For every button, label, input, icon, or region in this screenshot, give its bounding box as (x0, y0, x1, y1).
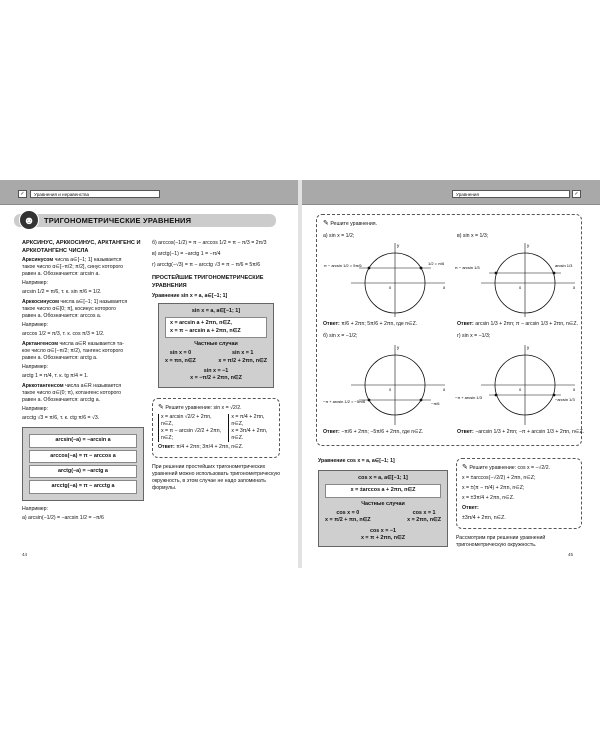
svg-text:x: x (573, 285, 576, 290)
circle-g-right-label: −arcsin 1/3 (555, 397, 575, 402)
sin-task-system-right: x = π/4 + 2πn, n∈Z, x = 3π/4 + 2πn, n∈Z. (228, 414, 274, 442)
cos-task-step-2: x = ±(π − π/4) + 2πn, n∈Z; (462, 485, 525, 492)
example-label: Например: (22, 280, 49, 287)
example-a-label: а) sin x = 1/2; (323, 233, 355, 239)
example-v: в) arctg(−1) = −arctg 1 = −π/4 (152, 251, 221, 258)
cos-circle-note: Рассмотрим при решении уравнений тригонометрическую окружность. (456, 534, 546, 548)
svg-text:0: 0 (519, 387, 522, 392)
subheading-simple-equations: ПРОСТЕЙШИЕ ТРИГОНОМЕТРИЧЕСКИЕ УРАВНЕНИЯ (152, 275, 264, 289)
section-title: ТРИГОНОМЕТРИЧЕСКИЕ УРАВНЕНИЯ (14, 214, 276, 227)
arcsin-example: arcsin 1/2 = π/6, т. к. sin π/6 = 1/2. (22, 289, 102, 296)
circle-a-left-label: π − arcsin 1/2 = 5π/6 (324, 263, 362, 268)
cos-box-equation: cos x = a, a∈[−1; 1] (358, 475, 408, 482)
cos-case-0: cos x = 0 x = π/2 + πn, n∈Z (325, 509, 371, 524)
book-spread (0, 180, 600, 568)
left-header-band (0, 180, 298, 205)
example-b: б) arccos(−1/2) = π − arccos 1/2 = π − π/3 = 2π/3 (152, 240, 267, 246)
page-number-right: 45 (568, 552, 574, 557)
book-gutter (298, 180, 302, 568)
sin-task-prompt: ✎ Решите уравнение: sin x = √2/2. (158, 403, 242, 411)
right-header-band (302, 180, 600, 205)
check-icon: ✓ (18, 190, 27, 198)
example-v-answer: Ответ: arcsin 1/3 + 2πn; π − arcsin 1/3 + 2πn, n∈Z. (457, 321, 579, 327)
example-label: Например: (22, 406, 49, 413)
bottom-margin (0, 568, 600, 750)
circle-v-left-label: π − arcsin 1/3 (455, 265, 480, 270)
unit-circle-g (455, 341, 579, 427)
right-page-column-2 (456, 458, 582, 551)
svg-text:y: y (527, 243, 530, 248)
svg-text:0: 0 (389, 285, 392, 290)
left-page-column-2 (152, 240, 280, 494)
cos-case-1: cos x = 1 x = 2πn, n∈Z (407, 509, 441, 524)
subheading-arc-functions: АРКСИНУС, АРККОСИНУС, АРКТАНГЕНС И АРККОТАНГЕНС ЧИСЛА (22, 240, 141, 254)
example-a: а) arcsin(−1/2) = −arcsin 1/2 = −π/6 (22, 514, 104, 521)
example-a-answer: Ответ: π/6 + 2πn; 5π/6 + 2πn, где n∈Z. (323, 321, 418, 327)
special-cases-label: Частные случаи (194, 341, 238, 348)
sin-box-solutions: x = arcsin a + 2πn, n∈Z, x = π − arcsin a + 2πn, n∈Z (165, 317, 267, 338)
formula-line: arctg(−a) = −arctg a (29, 465, 137, 478)
pencil-icon: ✎ (323, 220, 329, 227)
cos-task-step-3: x = ±3π/4 + 2πn, n∈Z. (462, 495, 515, 502)
sin-formula-box (158, 303, 274, 387)
circle-v-right-label: arcsin 1/3 (555, 263, 573, 268)
arccos-definition: Арккосинусом числа a∈[−1; 1] называется такое число α∈[0; π], косинус которого равен a. Обозначается: arccos a. (22, 299, 128, 320)
arctg-example: arctg 1 = π/4, т. к. tg π/4 = 1. (22, 373, 89, 380)
example-g-label: г) sin x = −1/3; (457, 333, 491, 339)
example-label: Например: (22, 364, 49, 371)
example-label: Например: (22, 322, 49, 329)
svg-text:y: y (527, 345, 530, 350)
sin-equation-title: Уравнение sin x = a, a∈[−1; 1] (152, 293, 228, 300)
svg-text:x: x (573, 387, 576, 392)
circle-note: При решении простейших тригонометрических уравнений можно использовать тригонометрическую окружность, в этом случае не надо запоминать формулы. (152, 464, 280, 492)
cos-task-prompt: ✎ Решите уравнение: cos x = −√2/2. (462, 464, 551, 471)
special-cases-label: Частные случаи (361, 500, 405, 507)
svg-text:x: x (443, 387, 446, 392)
example-g: г) arcctg(−√3) = π − arcctg √3 = π − π/6 = 5π/6 (152, 262, 261, 269)
sin-examples-box (316, 214, 585, 446)
example-b-label: б) sin x = −1/2; (323, 333, 358, 339)
svg-text:y: y (397, 243, 400, 248)
circle-g-left-label: −π + arcsin 1/3 (455, 395, 482, 400)
cos-task-box (456, 458, 582, 529)
top-margin (0, 0, 600, 180)
page-number-left: 44 (22, 552, 28, 557)
sin-task-system-left: x = arcsin √2/2 + 2πn, n∈Z, x = π − arcsin √2/2 + 2πn, n∈Z; (158, 414, 224, 442)
unit-circle-v (455, 241, 579, 319)
odd-even-formula-box (22, 427, 144, 500)
left-running-title: Уравнения и неравенства (30, 190, 160, 198)
sin-box-equation: sin x = a, a∈[−1; 1] (191, 308, 241, 315)
arccos-example: arccos 1/2 = π/3, т. к. cos π/3 = 1/2. (22, 331, 105, 338)
pencil-icon: ✎ (462, 464, 468, 471)
circle-b-left-label: −π + arcsin 1/2 = −5π/6 (323, 399, 366, 404)
svg-text:y: y (397, 345, 400, 350)
right-running-title: Уравнения (452, 190, 570, 198)
formula-line: arcsin(−a) = −arcsin a (29, 434, 137, 447)
cos-task-step-1: x = ±arccos(−√2/2) + 2πn, n∈Z; (462, 475, 536, 482)
cos-equation-title: Уравнение cos x = a, a∈[−1; 1] (318, 458, 395, 464)
formula-line: arcctg(−a) = π − arcctg a (29, 480, 137, 493)
left-page-column-1 (22, 240, 144, 524)
unit-circle-b (323, 341, 451, 427)
check-icon: ✓ (572, 190, 581, 198)
example-b-answer: Ответ: −π/6 + 2πn; −5π/6 + 2πn, где n∈Z. (323, 429, 424, 435)
sin-case-0: sin x = 0 x = πn, n∈Z (165, 350, 196, 364)
cos-formula-box (318, 470, 448, 547)
arcctg-definition: Арккотангенсом числа a∈R называется такое число α∈(0; π), котангенс которого равен a. Обозначается: arcctg a. (22, 383, 122, 404)
sin-task-box (152, 398, 280, 459)
right-page-column-1 (318, 458, 448, 547)
unit-circle-a (323, 241, 451, 319)
examples-prompt: ✎ Решите уравнения. (323, 220, 377, 227)
cos-task-answer-label: Ответ: (462, 505, 479, 512)
cos-box-solution: x = ±arccos a + 2πn, n∈Z (325, 484, 441, 497)
example-v-label: в) sin x = 1/3; (457, 233, 489, 239)
example-g-answer: Ответ: −arcsin 1/3 + 2πn; −π + arcsin 1/3 + 2πn, n∈Z. (457, 429, 585, 435)
sin-task-answer: Ответ: π/4 + 2πn; 3π/4 + 2πn, n∈Z. (158, 444, 244, 451)
example-label: Например: (22, 505, 49, 512)
pencil-icon: ✎ (158, 403, 164, 411)
formula-line: arccos(−a) = π − arccos a (29, 450, 137, 463)
svg-text:0: 0 (519, 285, 522, 290)
owl-mascot-icon: ☻ (19, 210, 39, 230)
svg-text:0: 0 (389, 387, 392, 392)
circle-b-right-label: −π/6 (431, 401, 440, 406)
circle-a-right-label: 1/2 = π/6 (428, 261, 445, 266)
cos-case-minus-1: cos x = −1 x = π + 2πn, n∈Z (360, 527, 406, 541)
sin-case-minus-1: sin x = −1 x = −π/2 + 2πn, n∈Z (190, 367, 242, 382)
arcctg-example: arcctg √3 = π/6, т. к. ctg π/6 = √3. (22, 415, 100, 422)
arcsin-definition: Арксинусом числа a∈[−1; 1] называется такое число α∈[−π/2; π/2], синус которого равен a. Обозначается: arcsin a. (22, 257, 124, 278)
sin-case-1: sin x = 1 x = π/2 + 2πn, n∈Z (218, 350, 267, 364)
cos-task-answer: ±3π/4 + 2πn, n∈Z. (462, 514, 506, 521)
svg-text:x: x (443, 285, 446, 290)
arctg-definition: Арктангенсом числа a∈R называется та- кое число α∈(−π/2; π/2), тангенс которого равен a. Обозначается: arctg a. (22, 341, 124, 362)
